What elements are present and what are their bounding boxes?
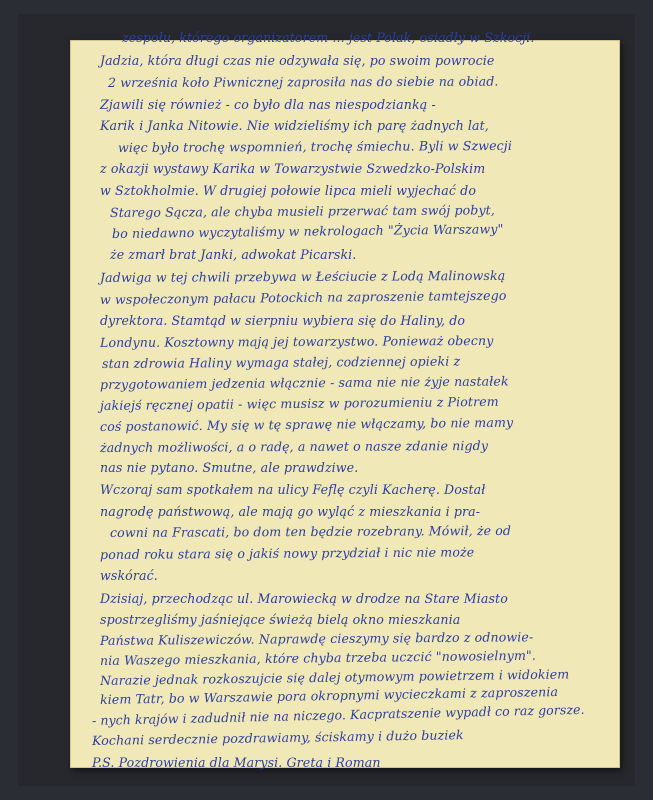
letter-sheet — [70, 30, 620, 770]
letter-line: nagrodę państwową, ale mają go wyląć z mieszkania i pra- — [100, 504, 481, 519]
letter-line: stan zdrowia Haliny wymaga stałej, codziennej opieki z — [101, 353, 461, 371]
letter-line: 2 września koło Piwnicznej zaprosiła nas do siebie na obiad. — [107, 73, 499, 90]
letter-line: Narazie jednak rozkoszujcie się dalej otymowym powietrzem i widokiem — [99, 666, 570, 688]
letter-line: Wczoraj sam spotkałem na ulicy Feflę czyli Kacherę. Dostał — [100, 482, 486, 497]
letter-line: że zmarł brat Janki, adwokat Picarski. — [110, 247, 357, 262]
letter-line: więc było trochę wspomnień, trochę śmiechu. Byli w Szwecji — [117, 137, 512, 155]
letter-line: cowni na Frascati, bo dom ten będzie rozebrany. Mówił, że od — [109, 522, 512, 540]
letter-line: Jadzia, która długi czas nie odzywała się, po swoim powrocie — [100, 53, 495, 68]
letter-line: jakiejś ręcznej opatii - więc musisz w porozumieniu z Piotrem — [99, 393, 499, 413]
letter-line: Dzisiaj, przechodząc ul. Marowiecką w drodze na Stare Miasto — [100, 591, 508, 606]
letter-line: z okazji wystawy Karika w Towarzystwie Szwedzko-Polskim — [100, 161, 486, 176]
letter-line: coś postanowić. My się w tę sprawę nie włączamy, bo nie mamy — [99, 414, 514, 434]
letter-line: bo niedawno wyczytaliśmy w nekrologach "Życia Warszawy" — [111, 221, 504, 241]
letter-line: przygotowaniem jedzenia włącznie - sama nie nie żyje nastałek — [99, 373, 509, 392]
letter-line: Londynu. Kosztowny mają jej towarzystwo. Ponieważ obecny — [99, 332, 494, 350]
letter-line: w Sztokholmie. W drugiej połowie lipca mieli wyjechać do — [100, 183, 477, 198]
letter-line: Jadwiga w tej chwili przebywa w Łeściucie z Lodą Malinowską — [99, 267, 506, 285]
letter-line: wskórać. — [100, 568, 158, 583]
letter-line: - nych krajów i zadudnił nie na niczego. Kacpratszenie wypadł co raz gorsze. — [91, 701, 585, 728]
letter-line: dyrektora. Stamtąd w sierpniu wybiera się do Haliny, do — [100, 313, 466, 328]
letter-line: ponad roku stara się o jakiś nowy przydział i nic nie może — [99, 544, 475, 562]
letter-line: nas nie pytano. Smutne, ale prawdziwe. — [100, 460, 359, 475]
letter-line: żadnych możliwości, a o radę, a nawet o nasze zdanie nigdy — [99, 437, 489, 455]
letter-line: spostrzegliśmy jaśniejące świeżą bielą okno mieszkania — [100, 612, 461, 627]
letter-line: P.S. Pozdrowienia dla Marysi. Greta i Roman — [92, 755, 381, 770]
letter-line: Starego Sącza, ale chyba musieli przerwać tam swój pobyt, — [109, 202, 495, 220]
letter-line: Państwa Kuliszewiczów. Naprawdę cieszymy się bardzo z odnowie- — [99, 629, 534, 648]
letter-line: Zjawili się również - co było dla nas niespodzianką - — [100, 97, 436, 112]
letter-line: Karik i Janka Nitowie. Nie widzieliśmy ich parę żadnych lat, — [100, 118, 489, 133]
letter-line: kiem Tatr, bo w Warszawie pora okropnymi wycieczkami z zaproszenia — [99, 684, 559, 707]
letter-line: Kochani serdecznie pozdrawiamy, ściskamy i dużo buziek — [91, 727, 464, 748]
letter-line: nia Waszego mieszkania, które chyba trzeba uczcić "nowosielnym". — [99, 647, 537, 668]
letter-line: zespołu, którego organizatorem ... jest Polak, osiadły w Szkocji. — [122, 30, 535, 45]
letter-line: w wspołeczonym pałacu Potockich na zaproszenie tamtejszego — [99, 287, 507, 307]
